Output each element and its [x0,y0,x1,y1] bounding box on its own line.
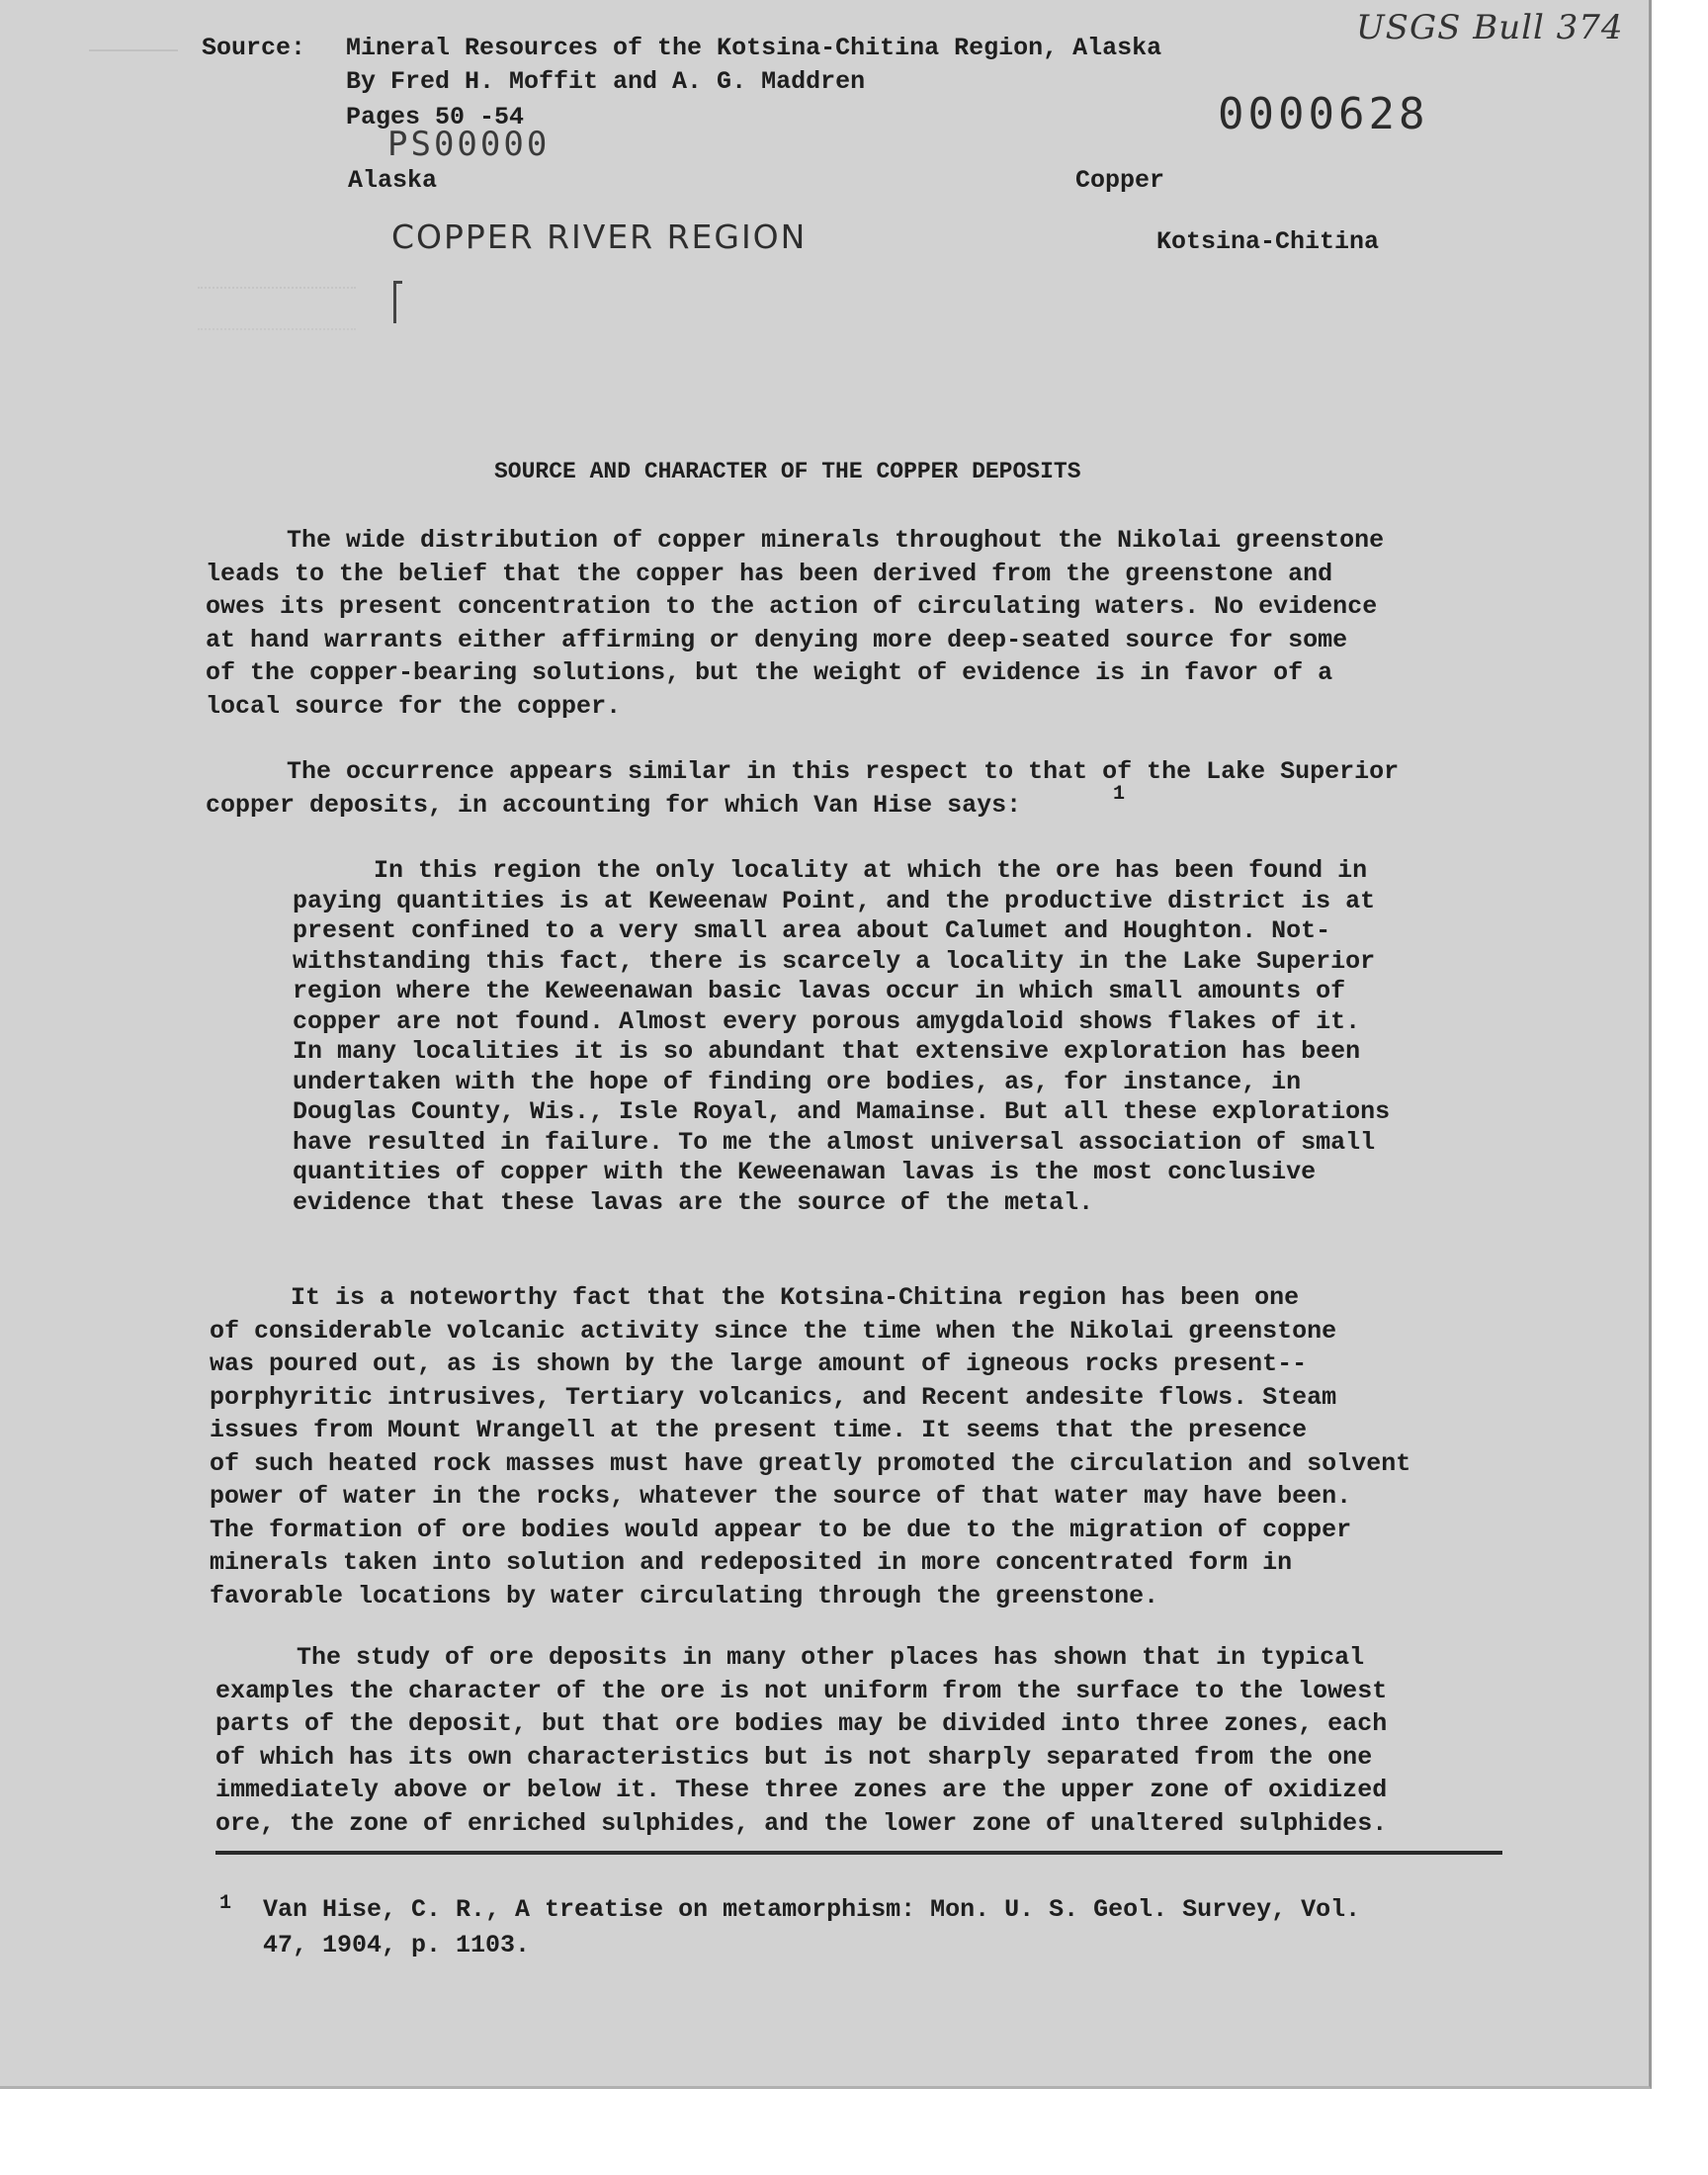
text-line: was poured out, as is shown by the large amount of igneous rocks present-- [210,1349,1308,1378]
text-line: of such heated rock masses must have greatly promoted the circulation and solvent [210,1448,1411,1478]
text-line: ore, the zone of enriched sulphides, and the lower zone of unaltered sulphides. [215,1808,1388,1838]
quote-line: quantities of copper with the Keweenawan lavas is the most conclusive [293,1158,1317,1186]
footnote-reference: 1 [1113,783,1126,806]
scan-artifact [89,49,178,65]
text-line: owes its present concentration to the action of circulating waters. No evidence [206,592,1378,621]
footnote-line: Van Hise, C. R., A treatise on metamorphism: Mon. U. S. Geol. Survey, Vol. [263,1895,1361,1924]
source-title: Mineral Resources of the Kotsina-Chitina Region, Alaska [346,34,1162,62]
text-line: minerals taken into solution and redeposited in more concentrated form in [210,1548,1293,1577]
paragraph-4 [215,1641,1387,1840]
block-quote [293,856,1390,1218]
source-authors: By Fred H. Moffit and A. G. Maddren [346,67,866,96]
text-line: The occurrence appears similar in this respect to that of the Lake Superior [287,757,1400,786]
text-line: The study of ore deposits in many other places has shown that in typical [297,1643,1365,1672]
text-line: of which has its own characteristics but is not sharply separated from the one [215,1742,1373,1772]
text-line: issues from Mount Wrangell at the present time. It seems that the presence [210,1416,1308,1444]
footnote [263,1892,1360,1963]
document-number-stamp: 0000628 [1218,89,1429,139]
region-stamp: COPPER RIVER REGION [391,218,808,256]
pages-label: Pages [346,103,421,131]
text-line: It is a noteworthy fact that the Kotsina-Chitina region has been one [291,1283,1300,1312]
quote-line: undertaken with the hope of finding ore bodies, as, for instance, in [293,1067,1302,1096]
bracket-mark [393,281,402,323]
paragraph-2 [206,755,1399,822]
pages-value: 50 -54 [435,103,525,131]
paragraph-3 [210,1281,1410,1612]
footnote-marker: 1 [219,1892,232,1915]
text-line: power of water in the rocks, whatever the source of that water may have been. [210,1482,1352,1511]
quote-line: paying quantities is at Keweenaw Point, and the productive district is at [293,886,1376,915]
text-line: The formation of ore bodies would appear to be due to the migration of copper [210,1515,1352,1544]
text-line: examples the character of the ore is not uniform from the surface to the lowest [215,1676,1388,1705]
handwritten-reference: USGS Bull 374 [1356,8,1624,47]
source-label: Source: [202,34,306,62]
quote-line: In this region the only locality at which the ore has been found in [374,856,1368,885]
text-line: porphyritic intrusives, Tertiary volcanics, and Recent andesite flows. Steam [210,1382,1337,1412]
text-line: copper deposits, in accounting for which Van Hise says: [206,790,1022,820]
paragraph-1 [206,524,1384,723]
footnote-divider [215,1851,1502,1855]
text-line: at hand warrants either affirming or denying more deep-seated source for some [206,625,1348,654]
ps-number-stamp: PS00000 [387,125,551,164]
text-line: parts of the deposit, but that ore bodies may be divided into three zones, each [215,1709,1388,1738]
quote-line: Douglas County, Wis., Isle Royal, and Mamainse. But all these explorations [293,1097,1391,1126]
text-line: immediately above or below it. These three zones are the upper zone of oxidized [215,1776,1388,1804]
faint-marks [198,287,356,330]
text-line: local source for the copper. [206,691,622,721]
quote-line: have resulted in failure. To me the almost universal association of small [293,1127,1376,1157]
quote-line: withstanding this fact, there is scarcely a locality in the Lake Superior [293,946,1376,976]
quote-line: In many localities it is so abundant that extensive exploration has been [293,1037,1361,1066]
state-label: Alaska [348,166,438,195]
district-label: Kotsina-Chitina [1156,227,1380,256]
quote-line: present confined to a very small area about Calumet and Houghton. Not- [293,916,1331,945]
quote-line: copper are not found. Almost every porous amygdaloid shows flakes of it. [293,1006,1361,1036]
section-heading: SOURCE AND CHARACTER OF THE COPPER DEPOSITS [494,459,1081,484]
quote-line: evidence that these lavas are the source of the metal. [293,1187,1094,1217]
quote-line: region where the Keweenawan basic lavas occur in which small amounts of [293,977,1346,1005]
commodity-label: Copper [1075,166,1165,195]
footnote-line: 47, 1904, p. 1103. [263,1931,531,1959]
text-line: The wide distribution of copper minerals throughout the Nikolai greenstone [287,526,1385,555]
text-line: leads to the belief that the copper has been derived from the greenstone and [206,559,1333,588]
text-line: of the copper-bearing solutions, but the weight of evidence is in favor of a [206,658,1333,687]
text-line: favorable locations by water circulating through the greenstone. [210,1581,1159,1610]
text-line: of considerable volcanic activity since the time when the Nikolai greenstone [210,1316,1337,1346]
